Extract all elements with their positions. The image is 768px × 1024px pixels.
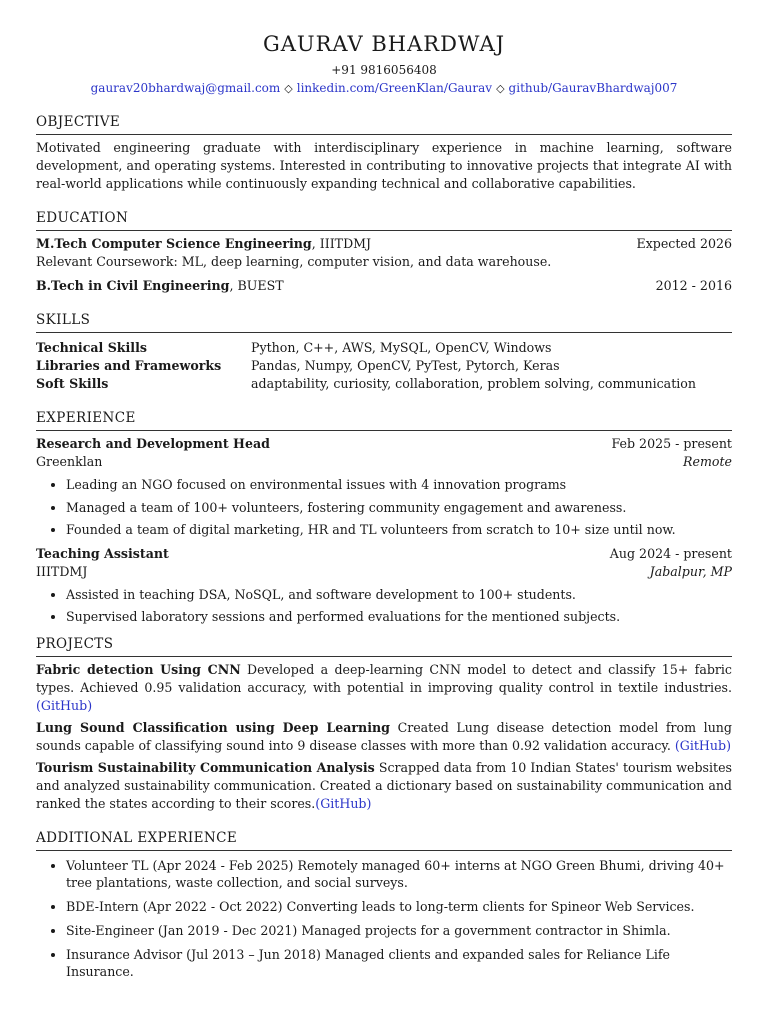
- degree-name: M.Tech Computer Science Engineering: [36, 236, 312, 251]
- list-item: • Assisted in teaching DSA, NoSQL, and software development to 100+ students.: [66, 587, 732, 603]
- skill-label: Libraries and Frameworks: [36, 358, 222, 373]
- email-link[interactable]: gaurav20bhardwaj@gmail.com: [90, 81, 281, 95]
- education-degree-line: [36, 277, 284, 295]
- skill-label: Soft Skills: [36, 376, 109, 391]
- project-name: Lung Sound Classification using Deep Learning: [36, 720, 390, 735]
- education-detail: Relevant Coursework: ML, deep learning, computer vision, and data warehouse.: [36, 254, 552, 269]
- experience-subheader: [36, 453, 732, 471]
- education-date: 2012 - 2016: [655, 278, 732, 293]
- candidate-name: GAURAV BHARDWAJ: [262, 32, 506, 56]
- section-title: ADDITIONAL EXPERIENCE: [36, 829, 732, 851]
- education-date: Expected 2026: [636, 236, 732, 251]
- project-description: Developed a deep-learning CNN model to detect and classify 15+ fabric types. Achieved 0.95 validation accuracy, with potential in improving quality control in textile industries.: [36, 662, 732, 695]
- list-item: • BDE-Intern (Apr 2022 - Oct 2022) Converting leads to long-term clients for Spineor Web Services.: [66, 898, 732, 915]
- experience-header: [36, 435, 732, 453]
- experience-bullets: [36, 587, 732, 626]
- additional-experience-section: [36, 829, 732, 980]
- skill-value: adaptability, curiosity, collaboration, problem solving, communication: [251, 376, 696, 391]
- job-location: Jabalpur, MP: [649, 563, 732, 579]
- experience-section: [36, 409, 732, 625]
- education-entry: [36, 235, 732, 253]
- github-link[interactable]: github/GauravBhardwaj007: [508, 81, 678, 95]
- skills-section: [36, 311, 732, 393]
- job-role: Research and Development Head: [36, 436, 270, 451]
- project-entry: [36, 661, 732, 715]
- additional-bullets: [36, 857, 732, 980]
- list-item: • Supervised laboratory sessions and performed evaluations for the mentioned subjects.: [66, 609, 732, 625]
- skills-list: [36, 339, 732, 393]
- project-name: Tourism Sustainability Communication Analysis: [36, 760, 375, 775]
- skill-row: [36, 357, 732, 375]
- school-name: , BUEST: [229, 278, 284, 293]
- resume-page: [36, 30, 732, 987]
- education-section: [36, 209, 732, 295]
- projects-section: [36, 635, 732, 813]
- list-item: • Leading an NGO focused on environmental issues with 4 innovation programs: [66, 477, 732, 493]
- project-description: Created Lung disease detection model from lung sounds capable of classifying sound into 9 disease classes with more than 0.92 validation accuracy.: [36, 720, 732, 753]
- school-name: , IIITDMJ: [311, 236, 372, 251]
- job-date: Feb 2025 - present: [611, 436, 732, 451]
- skill-value: Pandas, Numpy, OpenCV, PyTest, Pytorch, Keras: [251, 358, 560, 373]
- separator-diamond-icon: ◇: [496, 82, 505, 95]
- section-title: EXPERIENCE: [36, 409, 732, 431]
- project-github-link[interactable]: (GitHub): [36, 698, 93, 713]
- skill-label: Technical Skills: [36, 340, 147, 355]
- job-role: Teaching Assistant: [36, 545, 169, 561]
- experience-bullets: [36, 477, 732, 538]
- objective-section: [36, 113, 732, 193]
- education-degree-line: [36, 235, 371, 253]
- contact-links: [36, 80, 732, 97]
- list-item: • Insurance Advisor (Jul 2013 – Jun 2018) Managed clients and expanded sales for Reliance Life Insurance.: [66, 946, 732, 980]
- education-entry: [36, 277, 732, 295]
- section-title: SKILLS: [36, 311, 732, 333]
- phone-number: +91 9816056408: [331, 63, 437, 77]
- project-github-link[interactable]: (GitHub): [674, 738, 731, 753]
- list-item: • Managed a team of 100+ volunteers, fostering community engagement and awareness.: [66, 500, 732, 516]
- skill-row: [36, 375, 732, 393]
- job-org: IIITDMJ: [36, 563, 88, 579]
- job-location: Remote: [683, 454, 732, 469]
- section-title: OBJECTIVE: [36, 113, 732, 135]
- project-entry: [36, 759, 732, 813]
- degree-name: B.Tech in Civil Engineering: [36, 278, 230, 293]
- list-item: • Site-Engineer (Jan 2019 - Dec 2021) Managed projects for a government contractor in Shimla.: [66, 922, 732, 939]
- experience-header: [36, 545, 732, 563]
- job-org: Greenklan: [36, 454, 103, 469]
- separator-diamond-icon: ◇: [284, 82, 293, 95]
- list-item: • Volunteer TL (Apr 2024 - Feb 2025) Remotely managed 60+ interns at NGO Green Bhumi, driving 40+ tree plantations, waste collection, and social surveys.: [66, 857, 732, 891]
- skill-row: [36, 339, 732, 357]
- job-date: Aug 2024 - present: [609, 545, 732, 561]
- project-description: Scrapped data from 10 Indian States' tourism websites and analyzed sustainability communication. Created a dictionary based on sustainability communication and ranked the states according to their scores.: [36, 760, 732, 811]
- skill-value: Python, C++, AWS, MySQL, OpenCV, Windows: [251, 340, 552, 355]
- section-title: EDUCATION: [36, 209, 732, 231]
- section-title: PROJECTS: [36, 635, 732, 657]
- project-name: Fabric detection Using CNN: [36, 662, 241, 677]
- linkedin-link[interactable]: linkedin.com/GreenKlan/Gaurav: [296, 81, 493, 95]
- experience-subheader: [36, 563, 732, 581]
- list-item: • Founded a team of digital marketing, HR and TL volunteers from scratch to 10+ size until now.: [66, 522, 732, 538]
- project-entry: [36, 719, 732, 755]
- project-github-link[interactable]: (GitHub): [315, 796, 372, 811]
- objective-text: Motivated engineering graduate with interdisciplinary experience in machine learning, software development, and operating systems. Interested in contributing to innovative projects that integrate AI with real-world applications while continuously expanding technical and collaborative capabilities.: [36, 140, 732, 191]
